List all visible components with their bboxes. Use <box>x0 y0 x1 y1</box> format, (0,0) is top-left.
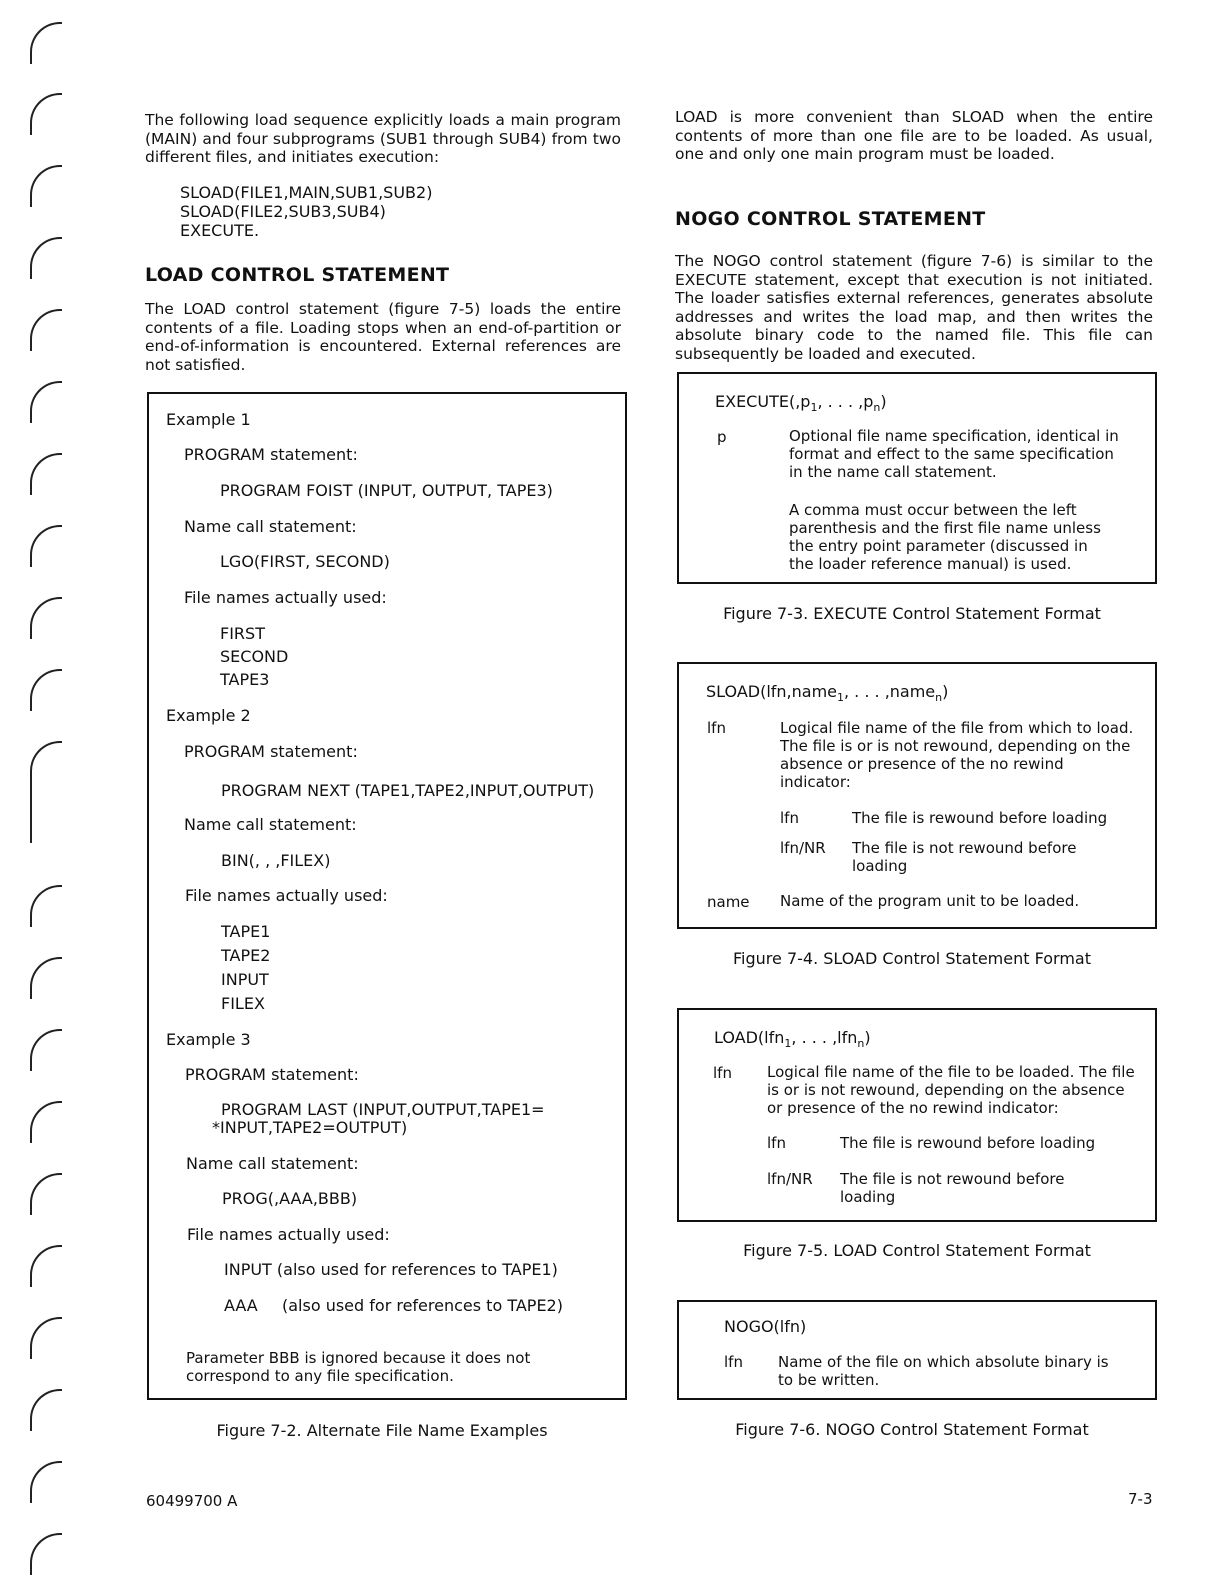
figure-7-6-box <box>677 1300 1157 1400</box>
document-number: 60499700 A <box>146 1492 238 1510</box>
parameter-note: Parameter BBB is ignored because it does not correspond to any file specification. <box>186 1349 531 1385</box>
param-name: lfn <box>724 1353 743 1371</box>
format-subscript: n <box>857 1037 865 1051</box>
format-text: EXECUTE(,p <box>715 392 811 411</box>
figure-7-4-box <box>677 662 1157 929</box>
binder-hole <box>30 1461 62 1503</box>
file-name: TAPE1 <box>221 922 271 941</box>
binder-hole <box>30 381 62 423</box>
nogo-format: NOGO(lfn) <box>724 1317 807 1336</box>
file-name: INPUT <box>221 970 269 989</box>
file-name: FILEX <box>221 994 265 1013</box>
sload-format <box>706 682 948 707</box>
binder-hole <box>30 309 62 351</box>
file-name: SECOND <box>220 647 289 666</box>
file-name-note: INPUT (also used for references to TAPE1) <box>224 1260 558 1279</box>
file-name: AAA <box>224 1296 258 1315</box>
example-2-label: Example 2 <box>166 706 251 725</box>
param-description: Logical file name of the file to be loaded. The file is or is not rewound, depending on the absence or presence of the no rewind indicator: <box>767 1063 1135 1117</box>
file-names-label: File names actually used: <box>185 886 388 905</box>
program-statement-label: PROGRAM statement: <box>184 742 358 761</box>
code-line: EXECUTE. <box>180 221 260 240</box>
format-text: ) <box>864 1028 871 1047</box>
figure-7-5-caption: Figure 7-5. LOAD Control Statement Format <box>743 1241 1091 1260</box>
binder-hole <box>30 453 62 495</box>
param-name: lfn <box>713 1064 732 1082</box>
format-text: , . . . ,name <box>844 682 936 701</box>
file-name: TAPE3 <box>220 670 270 689</box>
binder-hole <box>30 1389 62 1431</box>
execute-format <box>715 392 887 417</box>
intro-paragraph: The following load sequence explicitly loads a main program (MAIN) and four subprograms (SUB1 through SUB4) from two different files, and initiates execution: <box>145 111 621 166</box>
binder-hole <box>30 1101 62 1143</box>
format-text: ) <box>880 392 887 411</box>
format-text: ) <box>942 682 949 701</box>
binder-hole <box>30 525 62 567</box>
name-call-statement: PROG(,AAA,BBB) <box>222 1189 358 1208</box>
example-3-label: Example 3 <box>166 1030 251 1049</box>
binder-hole <box>30 165 62 207</box>
binder-hole <box>30 741 62 843</box>
figure-7-3-caption: Figure 7-3. EXECUTE Control Statement Format <box>723 604 1101 623</box>
figure-7-2-box <box>147 392 627 1400</box>
program-statement-line: PROGRAM LAST (INPUT,OUTPUT,TAPE1= <box>221 1100 545 1119</box>
binder-hole <box>30 1533 62 1575</box>
subparam-name: lfn/NR <box>767 1170 813 1188</box>
subparam-name: lfn <box>767 1134 786 1152</box>
load-sequence-code <box>180 183 432 240</box>
page-number: 7-3 <box>1128 1490 1153 1508</box>
param-name: name <box>707 893 750 911</box>
binder-hole <box>30 957 62 999</box>
load-convenient-paragraph: LOAD is more convenient than SLOAD when the entire contents of more than one file are to be loaded. As usual, one and only one main program must be loaded. <box>675 108 1153 163</box>
figure-7-5-box <box>677 1008 1157 1222</box>
program-statement-label: PROGRAM statement: <box>185 1065 359 1084</box>
program-statement-line: *INPUT,TAPE2=OUTPUT) <box>212 1118 408 1137</box>
subparam-name: lfn <box>780 809 799 827</box>
binder-hole <box>30 93 62 135</box>
load-heading: LOAD CONTROL STATEMENT <box>145 264 450 286</box>
program-statement-label: PROGRAM statement: <box>184 445 358 464</box>
load-format <box>714 1028 871 1053</box>
subparam-description: The file is rewound before loading <box>840 1134 1096 1152</box>
binder-hole <box>30 1173 62 1215</box>
nogo-heading: NOGO CONTROL STATEMENT <box>675 208 986 230</box>
param-description: Name of the file on which absolute binary is to be written. <box>778 1353 1109 1389</box>
binder-hole <box>30 1245 62 1287</box>
code-line: SLOAD(FILE2,SUB3,SUB4) <box>180 202 386 221</box>
code-line: SLOAD(FILE1,MAIN,SUB1,SUB2) <box>180 183 433 202</box>
name-call-label: Name call statement: <box>186 1154 359 1173</box>
file-names-label: File names actually used: <box>187 1225 390 1244</box>
subparam-description: The file is rewound before loading <box>852 809 1108 827</box>
binder-hole <box>30 1029 62 1071</box>
figure-7-3-box <box>677 372 1157 584</box>
binder-hole <box>30 669 62 711</box>
binder-hole <box>30 597 62 639</box>
subparam-description: The file is not rewound before loading <box>852 839 1077 875</box>
param-description: Name of the program unit to be loaded. <box>780 892 1080 910</box>
param-name: lfn <box>707 719 726 737</box>
name-call-statement: BIN(, , ,FILEX) <box>221 851 331 870</box>
format-subscript: n <box>873 401 881 415</box>
param-description: Logical file name of the file from which to load. The file is or is not rewound, depending on the absence or presence of the no rewind indicator: <box>780 719 1134 791</box>
program-statement: PROGRAM FOIST (INPUT, OUTPUT, TAPE3) <box>220 481 553 500</box>
format-subscript: 1 <box>837 691 844 705</box>
format-text: , . . . ,p <box>817 392 874 411</box>
figure-7-2-caption: Figure 7-2. Alternate File Name Examples <box>216 1421 548 1440</box>
figure-7-4-caption: Figure 7-4. SLOAD Control Statement Format <box>733 949 1091 968</box>
format-subscript: 1 <box>784 1037 792 1051</box>
format-subscript: 1 <box>810 401 818 415</box>
param-name: p <box>717 428 727 446</box>
name-call-label: Name call statement: <box>184 815 357 834</box>
param-description: Optional file name specification, identical in format and effect to the same specification in the name call statement. <box>789 427 1119 481</box>
format-text: SLOAD(lfn,name <box>706 682 837 701</box>
format-text: , . . . ,lfn <box>791 1028 858 1047</box>
format-subscript: n <box>935 691 943 705</box>
file-name: TAPE2 <box>221 946 271 965</box>
format-text: LOAD(lfn <box>714 1028 785 1047</box>
load-paragraph: The LOAD control statement (figure 7-5) loads the entire contents of a file. Loading stops when an end-of-partition or end-of-information is encountered. External references are not satisfied. <box>145 300 621 374</box>
example-1-label: Example 1 <box>166 410 251 429</box>
name-call-label: Name call statement: <box>184 517 357 536</box>
program-statement: PROGRAM NEXT (TAPE1,TAPE2,INPUT,OUTPUT) <box>221 781 595 800</box>
file-names-label: File names actually used: <box>184 588 387 607</box>
nogo-paragraph: The NOGO control statement (figure 7-6) is similar to the EXECUTE statement, except that execution is not initiated. The loader satisfies external references, generates absolute addresses and writes the load map, and then writes the absolute binary code to the named file. This file can subsequently be loaded and executed. <box>675 252 1153 363</box>
figure-7-6-caption: Figure 7-6. NOGO Control Statement Format <box>735 1420 1089 1439</box>
subparam-name: lfn/NR <box>780 839 826 857</box>
binder-hole <box>30 885 62 927</box>
file-name: FIRST <box>220 624 265 643</box>
binder-hole <box>30 22 62 64</box>
binder-hole <box>30 237 62 279</box>
file-name-note: (also used for references to TAPE2) <box>282 1296 563 1315</box>
binder-hole <box>30 1317 62 1359</box>
subparam-description: The file is not rewound before loading <box>840 1170 1065 1206</box>
name-call-statement: LGO(FIRST, SECOND) <box>220 552 390 571</box>
param-description: A comma must occur between the left parenthesis and the first file name unless the entry point parameter (discussed in the loader reference manual) is used. <box>789 501 1101 573</box>
